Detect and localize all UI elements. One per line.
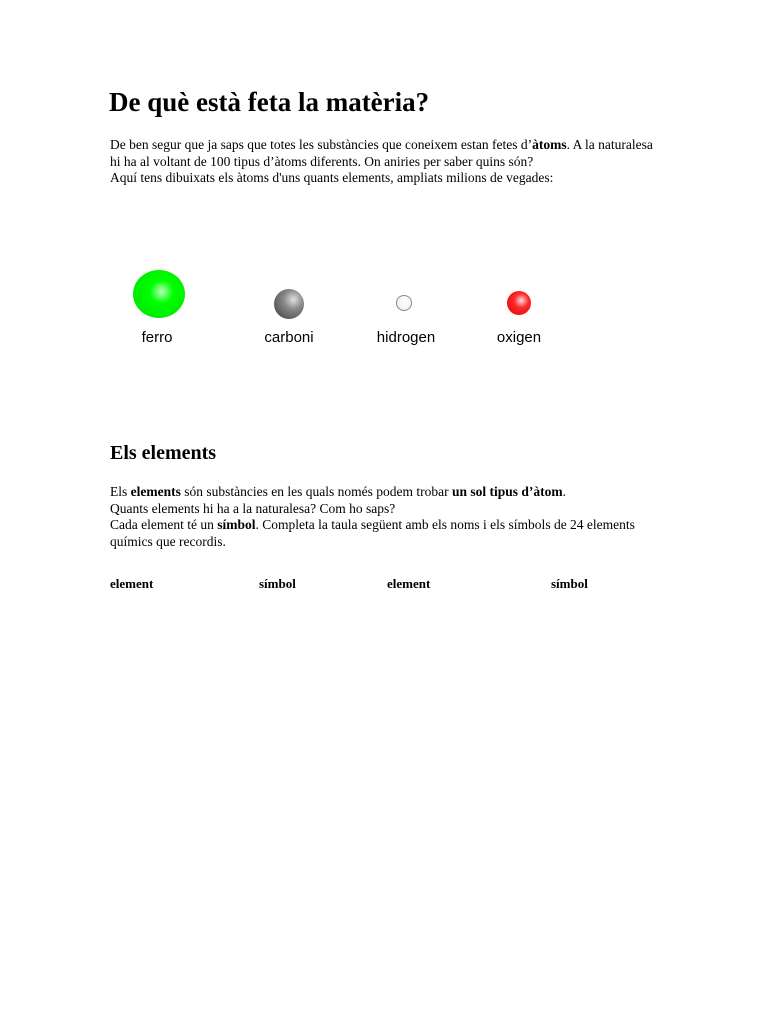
section-paragraph-3 xyxy=(110,517,670,550)
section-text-3: . xyxy=(562,484,566,499)
bold-elements: elements xyxy=(130,484,181,499)
table-header-element-1: element xyxy=(110,576,154,591)
atom-label-carbon: carboni xyxy=(264,329,314,346)
atom-illustrations xyxy=(0,0,768,400)
atom-label-oxygen: oxigen xyxy=(496,329,542,346)
carbon-atom-icon xyxy=(274,289,304,319)
intro-bold-atoms: àtoms xyxy=(532,137,567,152)
section-heading: Els elements xyxy=(110,442,217,464)
table-header-symbol-2: símbol xyxy=(551,576,588,591)
intro-paragraph xyxy=(110,137,665,170)
section-text-5: . Completa la taula següent amb els noms i els símbols de 24 elements químics que recordis. xyxy=(110,517,635,549)
intro-text xyxy=(110,137,665,187)
section-paragraph-2: Quants elements hi ha a la naturalesa? Com ho saps? xyxy=(110,500,396,516)
section-text-4: Cada element té un xyxy=(110,517,218,532)
table-header-symbol-1: símbol xyxy=(259,576,296,591)
oxygen-atom-icon xyxy=(507,291,531,315)
section-text-1: Els xyxy=(110,484,131,499)
bold-single-atom-type: un sol tipus d’àtom xyxy=(451,484,563,499)
section-text-2: són substàncies en les quals només podem trobar xyxy=(180,484,452,499)
atom-label-iron: ferro xyxy=(141,329,173,346)
intro-paragraph-2: Aquí tens dibuixats els àtoms d'uns quants elements, ampliats milions de vegades: xyxy=(110,170,554,185)
section-text xyxy=(110,484,670,550)
hydrogen-atom-icon xyxy=(396,295,412,311)
atom-label-hydrogen: hidrogen xyxy=(376,329,436,346)
page-title: De què està feta la matèria? xyxy=(109,87,430,117)
intro-text-pre: De ben segur que ja saps que totes les substàncies que coneixem estan fetes d’ xyxy=(110,137,533,152)
intro-text-post: . A la naturalesa hi ha al voltant de 100 tipus d’àtoms diferents. On aniries per saber quins són? xyxy=(110,137,653,169)
section-paragraph-1 xyxy=(110,484,670,501)
bold-symbol: símbol xyxy=(217,517,256,532)
table-header-element-2: element xyxy=(387,576,431,591)
iron-atom-icon xyxy=(133,270,185,318)
